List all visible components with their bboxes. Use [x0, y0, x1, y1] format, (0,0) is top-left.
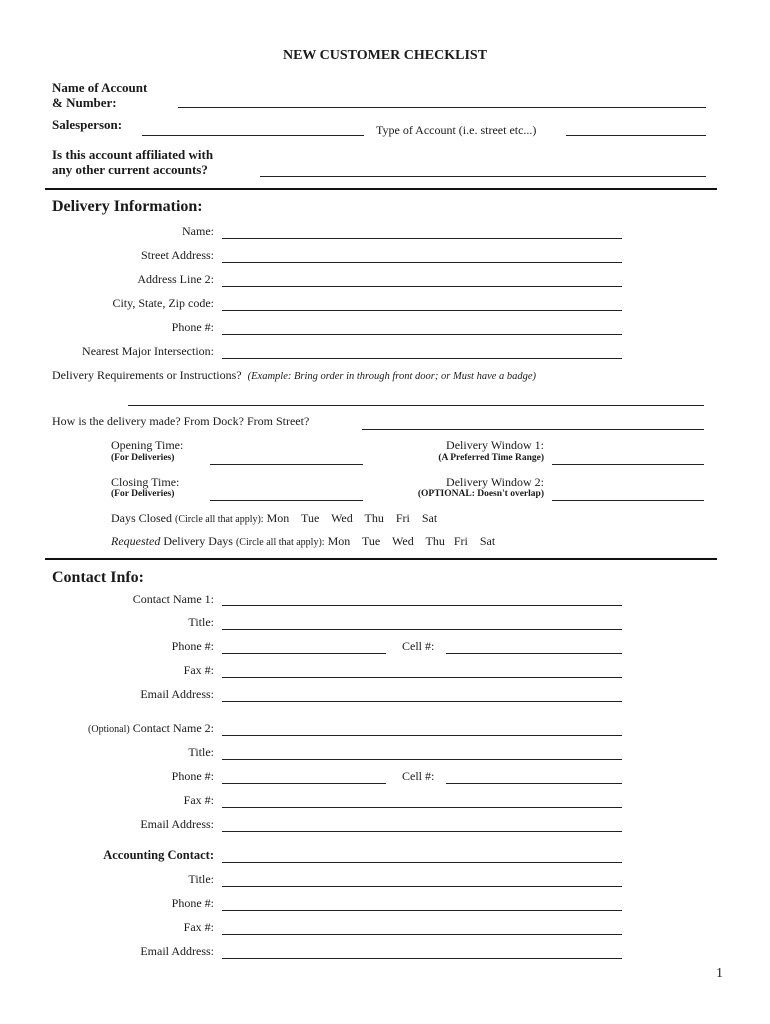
- accounting-email-field[interactable]: [222, 958, 622, 959]
- intersection-label: Nearest Major Intersection:: [82, 344, 214, 358]
- closing-time-field[interactable]: [210, 500, 363, 501]
- contact1-cell-field[interactable]: [446, 653, 622, 654]
- delivery-requirements-field[interactable]: [128, 405, 704, 406]
- accounting-fax-label: Fax #:: [183, 920, 214, 934]
- requirements-example: (Example: Bring order in through front door; or Must have a badge): [247, 371, 537, 382]
- contact2-title-label: Title:: [188, 745, 214, 759]
- accounting-title-label: Title:: [188, 872, 214, 886]
- contact1-email-field[interactable]: [222, 701, 622, 702]
- window2-field[interactable]: [552, 500, 704, 501]
- contact2-email-label: Email Address:: [140, 817, 214, 831]
- delivery-method-label: How is the delivery made? From Dock? From Street?: [52, 414, 310, 428]
- contact2-name-text: Contact Name 2:: [129, 721, 214, 735]
- affiliated-field[interactable]: [260, 176, 706, 177]
- delivery-name-label: Name:: [182, 224, 214, 238]
- contact2-name-field[interactable]: [222, 735, 622, 736]
- section-divider: [45, 558, 717, 560]
- requirements-question: Delivery Requirements or Instructions?: [52, 368, 242, 382]
- opening-for-deliveries: (For Deliveries): [111, 453, 175, 463]
- requested-label-italic: Requested: [111, 534, 161, 548]
- window2-note: (OPTIONAL: Doesn't overlap): [417, 489, 544, 499]
- contact2-email-field[interactable]: [222, 831, 622, 832]
- closing-time-label: Closing Time:: [111, 475, 180, 489]
- requested-circle-note: (Circle all that apply):: [235, 537, 325, 548]
- opening-time-field[interactable]: [210, 464, 363, 465]
- accounting-contact-field[interactable]: [222, 862, 622, 863]
- contact1-email-label: Email Address:: [140, 687, 214, 701]
- account-name-label-line2: & Number:: [52, 95, 117, 110]
- delivery-requirements-label: [52, 368, 536, 383]
- contact-heading: Contact Info:: [52, 569, 144, 586]
- requested-label-rest: Delivery Days: [160, 534, 233, 548]
- window1-label: Delivery Window 1:: [446, 438, 544, 452]
- days-closed-row: [111, 511, 437, 526]
- page-title: NEW CUSTOMER CHECKLIST: [282, 48, 488, 63]
- city-state-zip-label: City, State, Zip code:: [112, 296, 214, 310]
- affiliated-label: [52, 147, 213, 177]
- intersection-field[interactable]: [222, 358, 622, 359]
- contact1-title-label: Title:: [188, 615, 214, 629]
- contact1-name-field[interactable]: [222, 605, 622, 606]
- contact2-phone-field[interactable]: [222, 783, 386, 784]
- requested-days-row: [111, 534, 495, 549]
- delivery-name-field[interactable]: [222, 238, 622, 239]
- opening-time-label: Opening Time:: [111, 438, 184, 452]
- account-name-label-line1: Name of Account: [52, 80, 148, 95]
- accounting-phone-field[interactable]: [222, 910, 622, 911]
- accounting-fax-field[interactable]: [222, 934, 622, 935]
- accounting-phone-label: Phone #:: [171, 896, 214, 910]
- contact1-fax-label: Fax #:: [183, 663, 214, 677]
- closing-for-deliveries: (For Deliveries): [111, 489, 175, 499]
- delivery-method-field[interactable]: [362, 429, 704, 430]
- days-closed-options[interactable]: Mon Tue Wed Thu Fri Sat: [266, 511, 438, 525]
- contact2-phone-label: Phone #:: [171, 769, 214, 783]
- contact2-title-field[interactable]: [222, 759, 622, 760]
- contact2-cell-label: Cell #:: [402, 769, 435, 783]
- contact1-title-field[interactable]: [222, 629, 622, 630]
- contact2-cell-field[interactable]: [446, 783, 622, 784]
- address-line2-field[interactable]: [222, 286, 622, 287]
- address-line2-label: Address Line 2:: [137, 272, 214, 286]
- city-state-zip-field[interactable]: [222, 310, 622, 311]
- delivery-phone-label: Phone #:: [171, 320, 214, 334]
- street-address-label: Street Address:: [141, 248, 214, 262]
- window1-field[interactable]: [552, 464, 704, 465]
- days-closed-label: Days Closed: [111, 511, 172, 525]
- contact1-fax-field[interactable]: [222, 677, 622, 678]
- contact1-name-label: Contact Name 1:: [132, 592, 214, 606]
- accounting-title-field[interactable]: [222, 886, 622, 887]
- salesperson-field[interactable]: [142, 135, 364, 136]
- account-name-field[interactable]: [178, 107, 706, 108]
- affiliated-label-line1: Is this account affiliated with: [52, 147, 214, 162]
- contact2-fax-field[interactable]: [222, 807, 622, 808]
- window2-label: Delivery Window 2:: [446, 475, 544, 489]
- type-of-account-label: Type of Account (i.e. street etc...): [376, 123, 537, 137]
- accounting-contact-label: Accounting Contact:: [103, 848, 214, 862]
- contact1-phone-field[interactable]: [222, 653, 386, 654]
- type-of-account-field[interactable]: [566, 135, 706, 136]
- street-address-field[interactable]: [222, 262, 622, 263]
- requested-days-options[interactable]: Mon Tue Wed Thu Fri Sat: [327, 534, 496, 548]
- window1-note: (A Preferred Time Range): [438, 453, 544, 463]
- section-divider: [45, 188, 717, 190]
- contact1-phone-label: Phone #:: [171, 639, 214, 653]
- affiliated-label-line2: any other current accounts?: [52, 162, 208, 177]
- salesperson-label: Salesperson:: [52, 117, 123, 132]
- accounting-email-label: Email Address:: [140, 944, 214, 958]
- account-name-label: [52, 80, 147, 110]
- contact1-cell-label: Cell #:: [402, 639, 435, 653]
- contact2-fax-label: Fax #:: [183, 793, 214, 807]
- contact2-optional-note: (Optional): [88, 724, 130, 735]
- delivery-phone-field[interactable]: [222, 334, 622, 335]
- delivery-heading: Delivery Information:: [52, 198, 203, 215]
- contact2-name-label: [0, 721, 214, 736]
- days-closed-circle-note: (Circle all that apply):: [175, 514, 264, 525]
- page-number: 1: [716, 966, 723, 981]
